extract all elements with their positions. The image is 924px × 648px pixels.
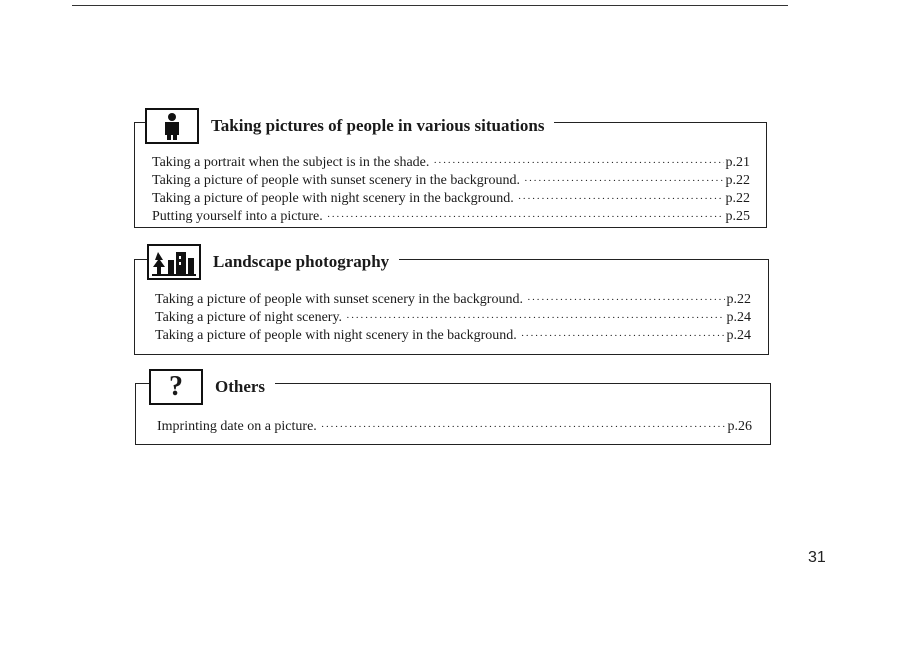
section-others-title: Others <box>215 377 275 397</box>
section-people-entries <box>152 154 750 226</box>
toc-entry-text: Taking a picture of night scenery. <box>155 310 343 325</box>
toc-entry-page: p.25 <box>725 209 750 224</box>
toc-entry-page: p.24 <box>726 328 751 343</box>
toc-entry-page: p.22 <box>725 173 750 188</box>
dot-leader <box>521 327 725 345</box>
toc-entry-text: Putting yourself into a picture. <box>152 209 323 224</box>
section-landscape-entries <box>155 291 751 345</box>
section-others-heading <box>149 369 275 405</box>
top-rule <box>72 5 788 6</box>
dot-leader <box>346 309 724 327</box>
dot-leader <box>524 172 724 190</box>
toc-entry-page: p.26 <box>727 419 752 434</box>
toc-entry[interactable] <box>157 418 752 436</box>
landscape-icon <box>147 244 201 280</box>
dot-leader <box>527 291 725 309</box>
section-people-title: Taking pictures of people in various situations <box>211 116 554 136</box>
toc-entry-page: p.21 <box>725 155 750 170</box>
toc-entry[interactable] <box>155 327 751 345</box>
toc-entry-text: Taking a portrait when the subject is in the shade. <box>152 155 430 170</box>
toc-entry[interactable] <box>155 291 751 309</box>
toc-entry[interactable] <box>155 309 751 327</box>
toc-entry[interactable] <box>152 190 750 208</box>
toc-entry-text: Taking a picture of people with sunset scenery in the background. <box>155 292 523 307</box>
toc-entry-text: Taking a picture of people with night scenery in the background. <box>155 328 517 343</box>
section-people-heading <box>145 108 554 144</box>
toc-entry-page: p.24 <box>726 310 751 325</box>
toc-entry-text: Taking a picture of people with sunset scenery in the background. <box>152 173 520 188</box>
toc-entry-text: Taking a picture of people with night scenery in the background. <box>152 191 514 206</box>
toc-entry[interactable] <box>152 208 750 226</box>
dot-leader <box>321 418 726 436</box>
section-others-entries <box>157 418 752 436</box>
person-icon <box>145 108 199 144</box>
dot-leader <box>327 208 724 226</box>
toc-entry[interactable] <box>152 154 750 172</box>
dot-leader <box>518 190 724 208</box>
page-number: 31 <box>808 549 826 566</box>
toc-entry[interactable] <box>152 172 750 190</box>
toc-entry-text: Imprinting date on a picture. <box>157 419 317 434</box>
question-glyph: ? <box>169 371 183 402</box>
dot-leader <box>433 154 723 172</box>
section-landscape-title: Landscape photography <box>213 252 399 272</box>
toc-entry-page: p.22 <box>725 191 750 206</box>
toc-entry-page: p.22 <box>726 292 751 307</box>
question-icon <box>149 369 203 405</box>
section-landscape-heading <box>147 244 399 280</box>
